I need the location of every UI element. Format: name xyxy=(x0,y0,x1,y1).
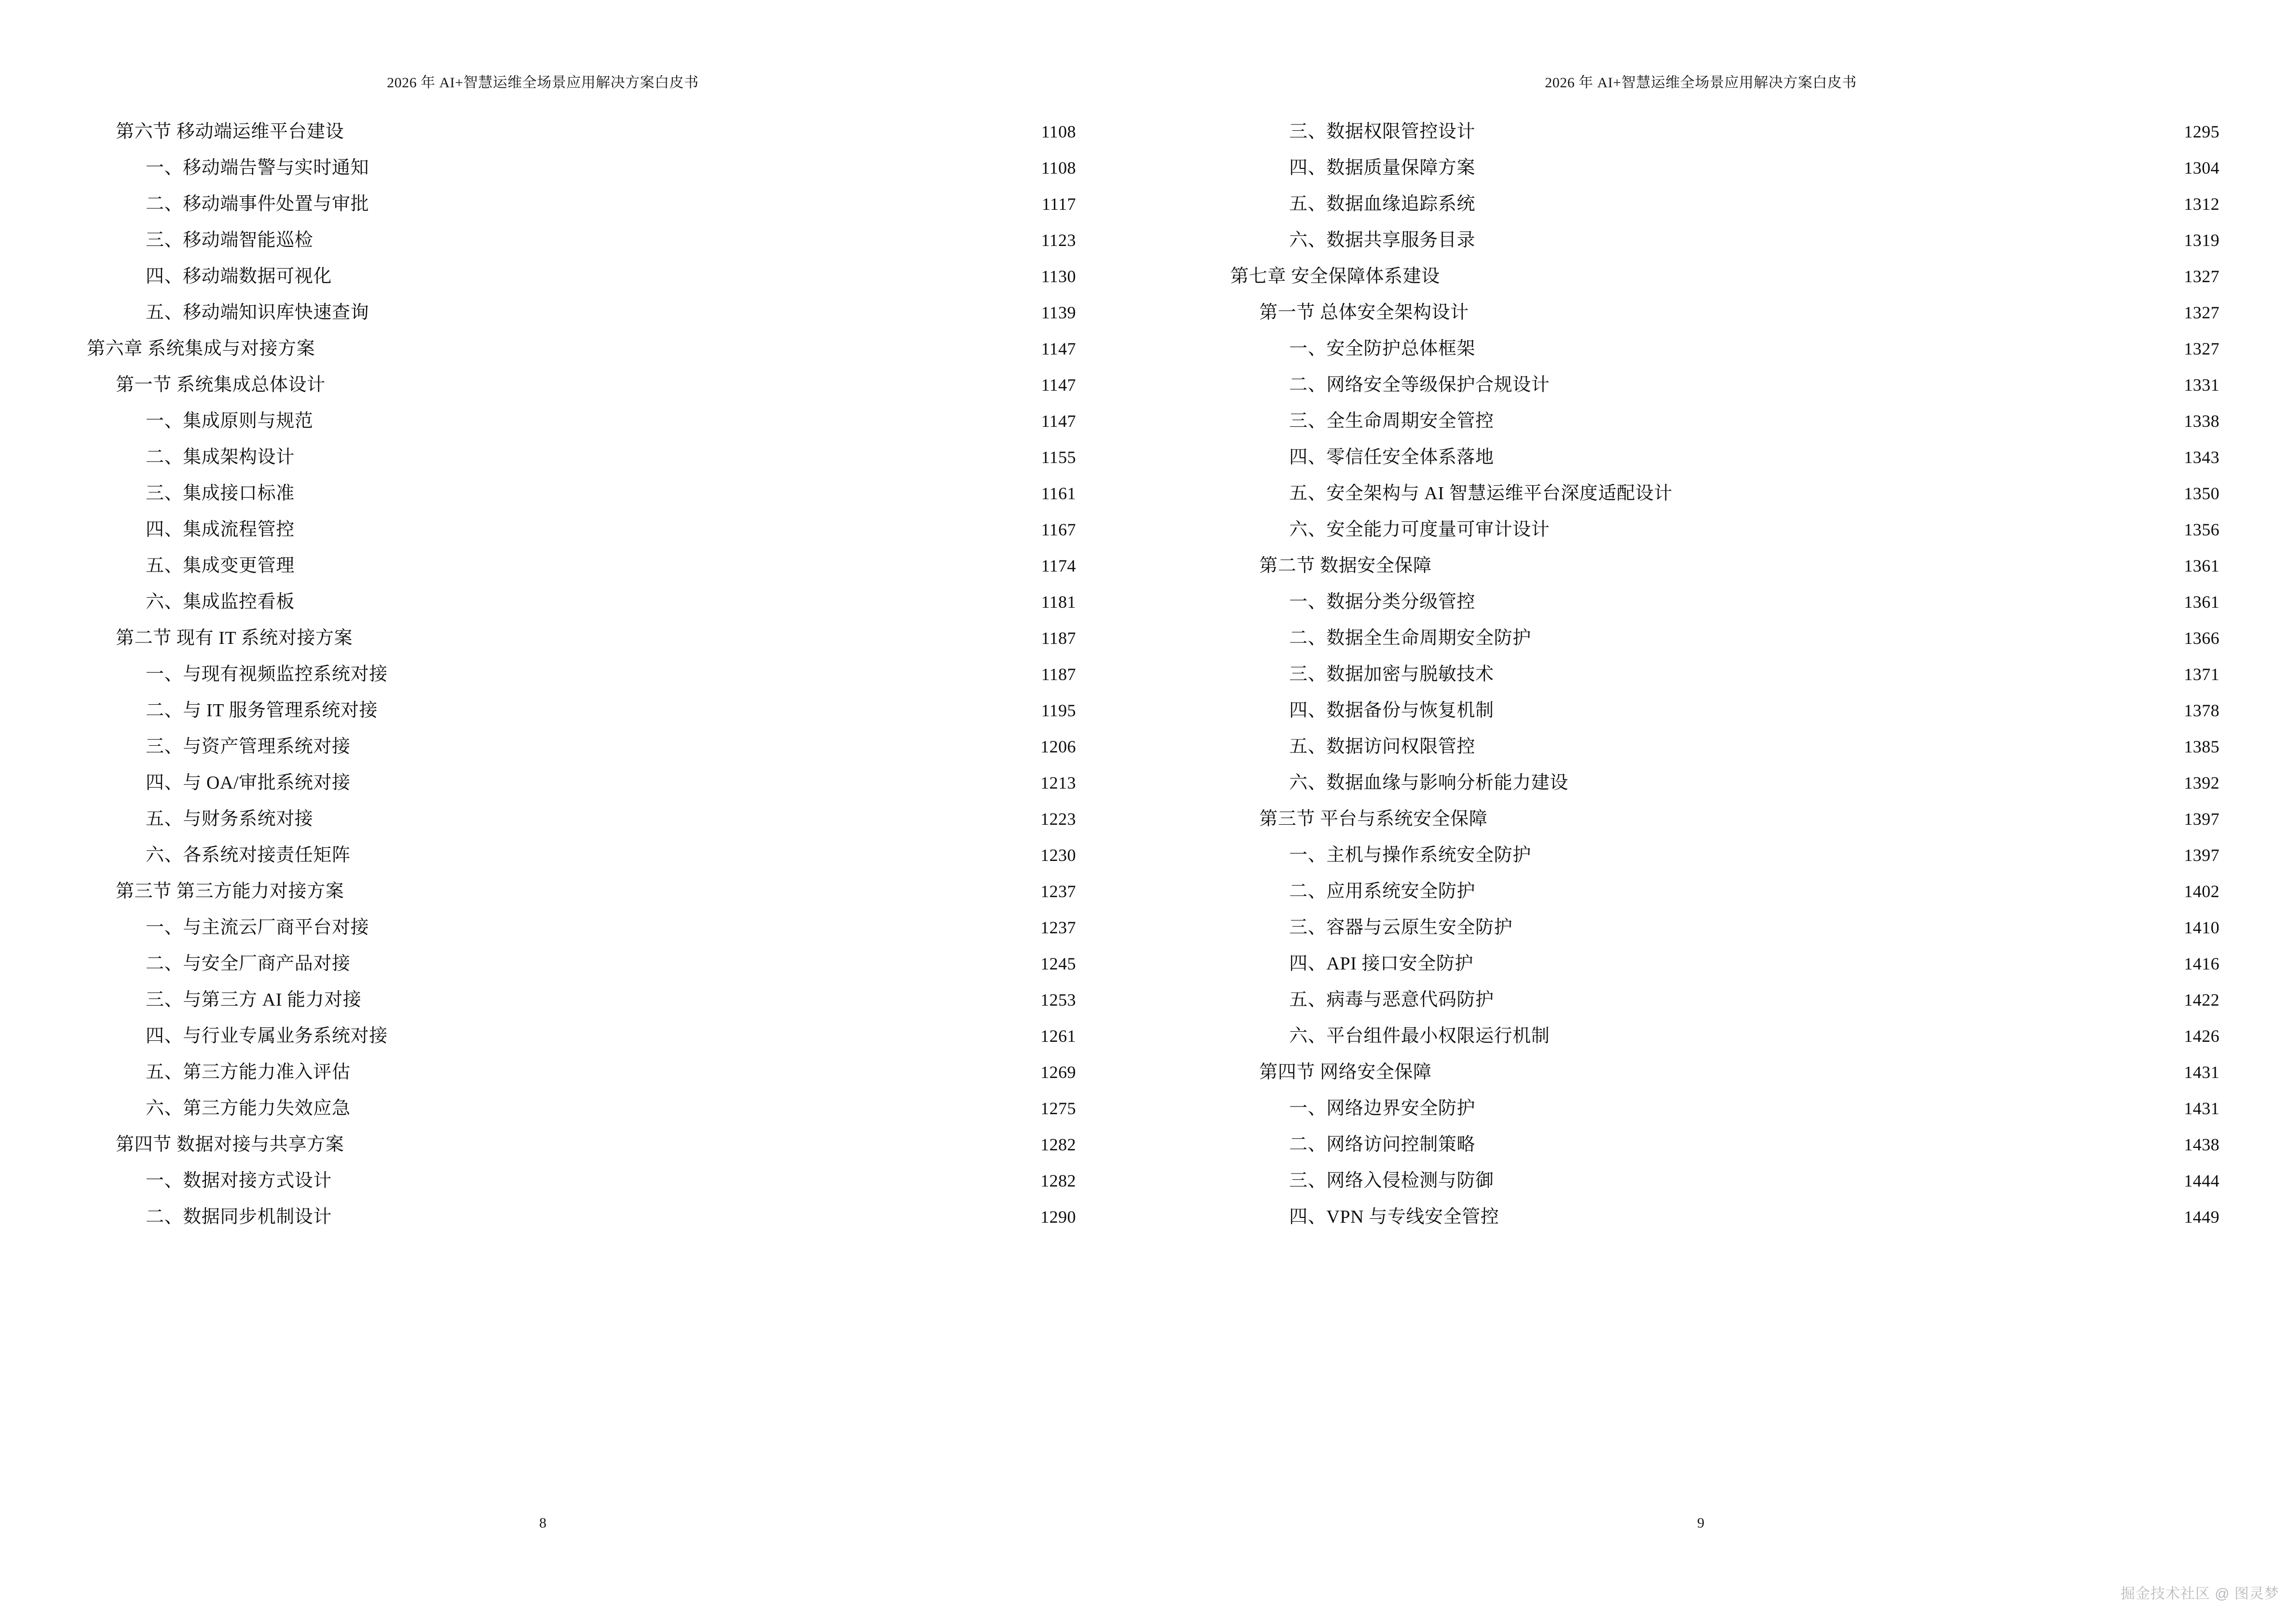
toc-entry[interactable] xyxy=(87,1163,1076,1199)
toc-leader-dots xyxy=(347,130,1021,137)
toc-list-right xyxy=(1230,114,2219,1470)
toc-entry-page-number: 1213 xyxy=(1040,773,1076,792)
watermark: 掘金技术社区 @ 图灵梦 xyxy=(2120,1586,2279,1602)
toc-entry[interactable] xyxy=(87,1199,1076,1235)
toc-entry-page-number: 1438 xyxy=(2184,1135,2219,1154)
toc-entry-page-number: 1282 xyxy=(1040,1171,1076,1190)
toc-entry-title: 五、与财务系统对接 xyxy=(146,809,313,829)
toc-entry-page-number: 1397 xyxy=(2184,846,2219,865)
toc-leader-dots xyxy=(1476,962,2164,969)
toc-entry-title: 二、网络访问控制策略 xyxy=(1289,1134,1476,1155)
toc-entry-page-number: 1431 xyxy=(2184,1063,2219,1082)
toc-entry-page-number: 1295 xyxy=(2184,122,2219,141)
toc-entry-title: 三、数据加密与脱敏技术 xyxy=(1289,664,1494,684)
toc-entry-page-number: 1147 xyxy=(1041,339,1076,358)
toc-entry-title: 六、各系统对接责任矩阵 xyxy=(146,845,351,865)
toc-entry[interactable] xyxy=(1230,476,2219,512)
toc-entry-title: 四、API 接口安全防护 xyxy=(1289,954,1473,974)
toc-entry-title: 一、移动端告警与实时通知 xyxy=(146,158,369,178)
toc-entry[interactable] xyxy=(1230,367,2219,403)
toc-leader-dots xyxy=(354,1070,1021,1078)
toc-entry-page-number: 1361 xyxy=(2184,592,2219,612)
toc-entry-page-number: 1416 xyxy=(2184,954,2219,973)
toc-leader-dots xyxy=(1497,672,2164,680)
toc-entry-title: 第四节 数据对接与共享方案 xyxy=(116,1134,344,1155)
toc-leader-dots xyxy=(335,274,1021,282)
toc-leader-dots xyxy=(1435,1070,2164,1078)
toc-entry-page-number: 1147 xyxy=(1041,375,1076,395)
toc-entry[interactable] xyxy=(1230,982,2219,1018)
toc-entry[interactable] xyxy=(87,548,1076,584)
toc-entry-page-number: 1253 xyxy=(1040,990,1076,1010)
toc-entry[interactable] xyxy=(87,729,1076,765)
toc-entry-title: 一、与现有视频监控系统对接 xyxy=(146,664,388,684)
toc-entry[interactable] xyxy=(1230,693,2219,729)
toc-entry-page-number: 1312 xyxy=(2184,194,2219,214)
toc-entry-page-number: 1431 xyxy=(2184,1099,2219,1118)
toc-leader-dots xyxy=(1502,1215,2164,1223)
toc-entry-page-number: 1385 xyxy=(2184,737,2219,756)
toc-entry-title: 六、安全能力可度量可审计设计 xyxy=(1289,519,1550,540)
toc-entry-page-number: 1174 xyxy=(1041,556,1076,575)
toc-entry-title: 第一节 系统集成总体设计 xyxy=(116,375,326,395)
toc-entry-page-number: 1356 xyxy=(2184,520,2219,539)
toc-entry[interactable] xyxy=(1230,150,2219,186)
toc-leader-dots xyxy=(1478,600,2164,608)
toc-entry-page-number: 1327 xyxy=(2184,267,2219,286)
toc-entry-page-number: 1206 xyxy=(1040,737,1076,756)
toc-entry-page-number: 1187 xyxy=(1041,665,1076,684)
toc-entry[interactable] xyxy=(1230,1199,2219,1235)
toc-entry-page-number: 1261 xyxy=(1040,1026,1076,1046)
toc-entry-page-number: 1290 xyxy=(1040,1207,1076,1227)
toc-entry-page-number: 1327 xyxy=(2184,303,2219,322)
toc-entry-page-number: 1167 xyxy=(1041,520,1076,539)
toc-entry-title: 六、平台组件最小权限运行机制 xyxy=(1289,1026,1550,1046)
toc-leader-dots xyxy=(347,1143,1021,1150)
toc-entry[interactable] xyxy=(87,259,1076,295)
toc-entry[interactable] xyxy=(1230,186,2219,222)
toc-leader-dots xyxy=(1490,817,2164,825)
toc-entry-page-number: 1161 xyxy=(1041,484,1076,503)
toc-entry-page-number: 1331 xyxy=(2184,375,2219,395)
page-right xyxy=(1144,0,2287,1624)
toc-leader-dots xyxy=(354,781,1021,789)
toc-entry-title: 五、第三方能力准入评估 xyxy=(146,1062,351,1082)
toc-entry[interactable] xyxy=(87,1054,1076,1091)
toc-entry-title: 第三节 平台与系统安全保障 xyxy=(1259,809,1488,829)
toc-entry-title: 五、数据血缘追踪系统 xyxy=(1289,194,1476,214)
toc-entry-title: 一、安全防护总体框架 xyxy=(1289,339,1476,359)
toc-entry[interactable] xyxy=(1230,1018,2219,1054)
toc-leader-dots xyxy=(1478,238,2164,246)
toc-entry[interactable] xyxy=(1230,873,2219,910)
toc-leader-dots xyxy=(365,998,1021,1006)
toc-leader-dots xyxy=(372,202,1021,210)
toc-entry-title: 六、集成监控看板 xyxy=(146,592,295,612)
toc-entry[interactable] xyxy=(1230,222,2219,259)
toc-entry-page-number: 1338 xyxy=(2184,411,2219,431)
toc-leader-dots xyxy=(372,311,1021,318)
toc-entry-title: 一、与主流云厂商平台对接 xyxy=(146,917,369,938)
toc-entry-title: 第三节 第三方能力对接方案 xyxy=(116,881,344,901)
toc-entry-page-number: 1195 xyxy=(1041,701,1076,720)
toc-leader-dots xyxy=(354,962,1021,969)
toc-list-left xyxy=(87,114,1076,1470)
toc-entry[interactable] xyxy=(1230,331,2219,367)
toc-entry[interactable] xyxy=(87,1091,1076,1127)
toc-entry-title: 四、集成流程管控 xyxy=(146,519,295,540)
toc-entry[interactable] xyxy=(87,186,1076,222)
toc-leader-dots xyxy=(1478,130,2164,137)
toc-entry-title: 四、与行业专属业务系统对接 xyxy=(146,1026,388,1046)
toc-entry-page-number: 1371 xyxy=(2184,665,2219,684)
toc-leader-dots xyxy=(1497,455,2164,463)
toc-entry[interactable] xyxy=(87,512,1076,548)
toc-leader-dots xyxy=(298,491,1021,499)
toc-entry[interactable] xyxy=(87,873,1076,910)
toc-entry-title: 六、数据共享服务目录 xyxy=(1289,230,1476,250)
toc-leader-dots xyxy=(1497,419,2164,427)
toc-leader-dots xyxy=(335,1215,1021,1223)
toc-entry[interactable] xyxy=(87,1018,1076,1054)
toc-leader-dots xyxy=(1515,926,2164,933)
toc-entry-page-number: 1422 xyxy=(2184,990,2219,1010)
toc-entry[interactable] xyxy=(1230,1091,2219,1127)
toc-entry-title: 四、零信任安全体系落地 xyxy=(1289,447,1494,467)
toc-entry-title: 五、集成变更管理 xyxy=(146,556,295,576)
toc-entry-page-number: 1366 xyxy=(2184,628,2219,648)
toc-entry-title: 第二节 数据安全保障 xyxy=(1259,556,1432,576)
running-header-right: 2026 年 AI+智慧运维全场景应用解决方案白皮书 xyxy=(1545,75,1857,91)
toc-leader-dots xyxy=(1497,709,2164,716)
toc-leader-dots xyxy=(1443,274,2164,282)
toc-leader-dots xyxy=(381,709,1021,716)
toc-leader-dots xyxy=(1552,383,2164,391)
toc-leader-dots xyxy=(355,636,1021,644)
toc-entry-page-number: 1155 xyxy=(1041,448,1076,467)
toc-leader-dots xyxy=(1478,889,2164,897)
toc-leader-dots xyxy=(1435,564,2164,572)
toc-entry[interactable] xyxy=(1230,946,2219,982)
toc-entry-page-number: 1444 xyxy=(2184,1171,2219,1190)
toc-entry-page-number: 1449 xyxy=(2184,1207,2219,1227)
toc-entry-page-number: 1130 xyxy=(1041,267,1076,286)
toc-entry-page-number: 1426 xyxy=(2184,1026,2219,1046)
toc-entry[interactable] xyxy=(87,367,1076,403)
toc-entry[interactable] xyxy=(87,982,1076,1018)
toc-entry[interactable] xyxy=(1230,259,2219,295)
toc-leader-dots xyxy=(328,383,1021,391)
toc-entry[interactable] xyxy=(87,946,1076,982)
toc-entry[interactable] xyxy=(87,656,1076,693)
toc-entry-page-number: 1223 xyxy=(1040,809,1076,829)
toc-entry-page-number: 1361 xyxy=(2184,556,2219,575)
toc-entry-title: 二、网络安全等级保护合规设计 xyxy=(1289,375,1550,395)
toc-entry[interactable] xyxy=(1230,548,2219,584)
toc-leader-dots xyxy=(1534,853,2164,861)
toc-entry-title: 第一节 总体安全架构设计 xyxy=(1259,302,1469,323)
toc-entry-page-number: 1319 xyxy=(2184,231,2219,250)
toc-entry-page-number: 1230 xyxy=(1040,846,1076,865)
toc-entry[interactable] xyxy=(1230,403,2219,439)
toc-leader-dots xyxy=(1675,491,2164,499)
toc-entry-page-number: 1402 xyxy=(2184,882,2219,901)
toc-leader-dots xyxy=(1472,311,2164,318)
toc-entry-page-number: 1108 xyxy=(1041,122,1076,141)
toc-entry[interactable] xyxy=(87,476,1076,512)
toc-leader-dots xyxy=(298,600,1021,608)
toc-entry[interactable] xyxy=(1230,295,2219,331)
toc-entry[interactable] xyxy=(1230,114,2219,150)
toc-entry-title: 五、病毒与恶意代码防护 xyxy=(1289,990,1494,1010)
toc-leader-dots xyxy=(1552,528,2164,535)
toc-entry-title: 三、网络入侵检测与防御 xyxy=(1289,1171,1494,1191)
toc-entry-page-number: 1237 xyxy=(1040,882,1076,901)
toc-entry[interactable] xyxy=(1230,512,2219,548)
toc-entry[interactable] xyxy=(87,331,1076,367)
toc-entry[interactable] xyxy=(87,295,1076,331)
toc-entry-title: 一、主机与操作系统安全防护 xyxy=(1289,845,1531,865)
toc-entry-page-number: 1275 xyxy=(1040,1099,1076,1118)
toc-entry-page-number: 1123 xyxy=(1041,231,1076,250)
toc-entry[interactable] xyxy=(1230,801,2219,837)
toc-entry[interactable] xyxy=(1230,620,2219,656)
toc-entry-page-number: 1304 xyxy=(2184,158,2219,177)
toc-leader-dots xyxy=(372,166,1021,174)
toc-entry-page-number: 1147 xyxy=(1041,411,1076,431)
toc-leader-dots xyxy=(354,853,1021,861)
toc-entry[interactable] xyxy=(1230,439,2219,476)
toc-entry-title: 六、第三方能力失效应急 xyxy=(146,1098,351,1119)
toc-entry-page-number: 1343 xyxy=(2184,448,2219,467)
toc-entry-title: 第六节 移动端运维平台建设 xyxy=(116,122,344,142)
toc-entry-title: 二、移动端事件处置与审批 xyxy=(146,194,369,214)
toc-entry[interactable] xyxy=(1230,837,2219,873)
toc-entry[interactable] xyxy=(1230,1127,2219,1163)
toc-entry-title: 五、安全架构与 AI 智慧运维平台深度适配设计 xyxy=(1289,483,1673,504)
toc-entry[interactable] xyxy=(1230,729,2219,765)
toc-entry-title: 一、集成原则与规范 xyxy=(146,411,313,431)
toc-entry-title: 二、数据同步机制设计 xyxy=(146,1207,332,1227)
toc-entry-title: 四、移动端数据可视化 xyxy=(146,266,332,287)
toc-entry-page-number: 1350 xyxy=(2184,484,2219,503)
toc-entry-title: 一、数据分类分级管控 xyxy=(1289,592,1476,612)
toc-entry-title: 三、移动端智能巡检 xyxy=(146,230,313,250)
toc-entry-title: 二、与 IT 服务管理系统对接 xyxy=(146,700,378,721)
toc-entry-title: 二、集成架构设计 xyxy=(146,447,295,467)
toc-entry[interactable] xyxy=(87,620,1076,656)
toc-entry-title: 五、移动端知识库快速查询 xyxy=(146,302,369,323)
toc-leader-dots xyxy=(1497,998,2164,1006)
toc-entry[interactable] xyxy=(87,114,1076,150)
toc-entry-page-number: 1237 xyxy=(1040,918,1076,937)
toc-entry-title: 四、数据备份与恢复机制 xyxy=(1289,700,1494,721)
toc-entry-title: 五、数据访问权限管控 xyxy=(1289,737,1476,757)
toc-entry-page-number: 1181 xyxy=(1041,592,1076,612)
toc-leader-dots xyxy=(1478,1143,2164,1150)
toc-entry[interactable] xyxy=(87,1127,1076,1163)
toc-entry[interactable] xyxy=(1230,656,2219,693)
toc-entry-title: 第七章 安全保障体系建设 xyxy=(1230,266,1440,287)
toc-entry-title: 四、与 OA/审批系统对接 xyxy=(146,773,351,793)
toc-entry-title: 三、集成接口标准 xyxy=(146,483,295,504)
toc-leader-dots xyxy=(1478,1106,2164,1114)
toc-entry-title: 三、数据权限管控设计 xyxy=(1289,122,1476,142)
toc-leader-dots xyxy=(1478,166,2164,174)
toc-leader-dots xyxy=(391,672,1021,680)
running-header-left: 2026 年 AI+智慧运维全场景应用解决方案白皮书 xyxy=(387,75,699,91)
toc-leader-dots xyxy=(298,528,1021,535)
toc-entry[interactable] xyxy=(1230,910,2219,946)
toc-entry[interactable] xyxy=(87,150,1076,186)
toc-leader-dots xyxy=(354,745,1021,752)
toc-entry[interactable] xyxy=(1230,584,2219,620)
toc-entry-title: 三、与资产管理系统对接 xyxy=(146,737,351,757)
toc-entry-page-number: 1378 xyxy=(2184,701,2219,720)
page-number-left: 8 xyxy=(539,1515,546,1531)
toc-entry-title: 四、VPN 与专线安全管控 xyxy=(1289,1207,1499,1227)
toc-leader-dots xyxy=(347,889,1021,897)
toc-entry-title: 一、数据对接方式设计 xyxy=(146,1171,332,1191)
toc-entry[interactable] xyxy=(87,439,1076,476)
toc-entry[interactable] xyxy=(87,222,1076,259)
toc-entry-title: 第二节 现有 IT 系统对接方案 xyxy=(116,628,353,648)
toc-entry-title: 四、数据质量保障方案 xyxy=(1289,158,1476,178)
toc-entry-page-number: 1187 xyxy=(1041,628,1076,648)
toc-entry-title: 三、与第三方 AI 能力对接 xyxy=(146,990,362,1010)
toc-leader-dots xyxy=(1571,781,2164,789)
toc-leader-dots xyxy=(1478,202,2164,210)
toc-entry-title: 二、数据全生命周期安全防护 xyxy=(1289,628,1531,648)
page-number-right: 9 xyxy=(1697,1515,1704,1531)
toc-entry-title: 一、网络边界安全防护 xyxy=(1289,1098,1476,1119)
toc-entry-page-number: 1282 xyxy=(1040,1135,1076,1154)
toc-entry-title: 二、应用系统安全防护 xyxy=(1289,881,1476,901)
toc-leader-dots xyxy=(1552,1034,2164,1042)
toc-leader-dots xyxy=(372,926,1021,933)
toc-leader-dots xyxy=(1534,636,2164,644)
toc-entry-page-number: 1392 xyxy=(2184,773,2219,792)
toc-entry[interactable] xyxy=(1230,765,2219,801)
toc-entry[interactable] xyxy=(1230,1163,2219,1199)
toc-leader-dots xyxy=(316,817,1021,825)
toc-entry-page-number: 1410 xyxy=(2184,918,2219,937)
toc-entry[interactable] xyxy=(87,403,1076,439)
toc-leader-dots xyxy=(391,1034,1021,1042)
toc-leader-dots xyxy=(318,347,1021,355)
toc-entry-page-number: 1108 xyxy=(1041,158,1076,177)
toc-entry-page-number: 1117 xyxy=(1042,194,1076,214)
toc-leader-dots xyxy=(1497,1179,2164,1187)
toc-entry[interactable] xyxy=(1230,1054,2219,1091)
toc-entry-title: 三、容器与云原生安全防护 xyxy=(1289,917,1513,938)
toc-leader-dots xyxy=(298,455,1021,463)
toc-entry-page-number: 1245 xyxy=(1040,954,1076,973)
toc-entry-page-number: 1139 xyxy=(1041,303,1076,322)
toc-entry-title: 第四节 网络安全保障 xyxy=(1259,1062,1432,1082)
toc-entry-title: 六、数据血缘与影响分析能力建设 xyxy=(1289,773,1569,793)
toc-entry[interactable] xyxy=(87,801,1076,837)
toc-entry[interactable] xyxy=(87,837,1076,873)
toc-entry-title: 第六章 系统集成与对接方案 xyxy=(87,339,315,359)
toc-entry-page-number: 1397 xyxy=(2184,809,2219,829)
toc-entry-page-number: 1327 xyxy=(2184,339,2219,358)
toc-leader-dots xyxy=(335,1179,1021,1187)
toc-entry[interactable] xyxy=(87,910,1076,946)
toc-entry[interactable] xyxy=(87,693,1076,729)
toc-leader-dots xyxy=(1478,745,2164,752)
toc-leader-dots xyxy=(1478,347,2164,355)
toc-leader-dots xyxy=(354,1106,1021,1114)
toc-entry-title: 二、与安全厂商产品对接 xyxy=(146,954,351,974)
toc-leader-dots xyxy=(316,238,1021,246)
toc-entry[interactable] xyxy=(87,765,1076,801)
toc-leader-dots xyxy=(298,564,1021,572)
toc-entry-page-number: 1269 xyxy=(1040,1063,1076,1082)
toc-entry[interactable] xyxy=(87,584,1076,620)
toc-entry-title: 三、全生命周期安全管控 xyxy=(1289,411,1494,431)
toc-leader-dots xyxy=(316,419,1021,427)
